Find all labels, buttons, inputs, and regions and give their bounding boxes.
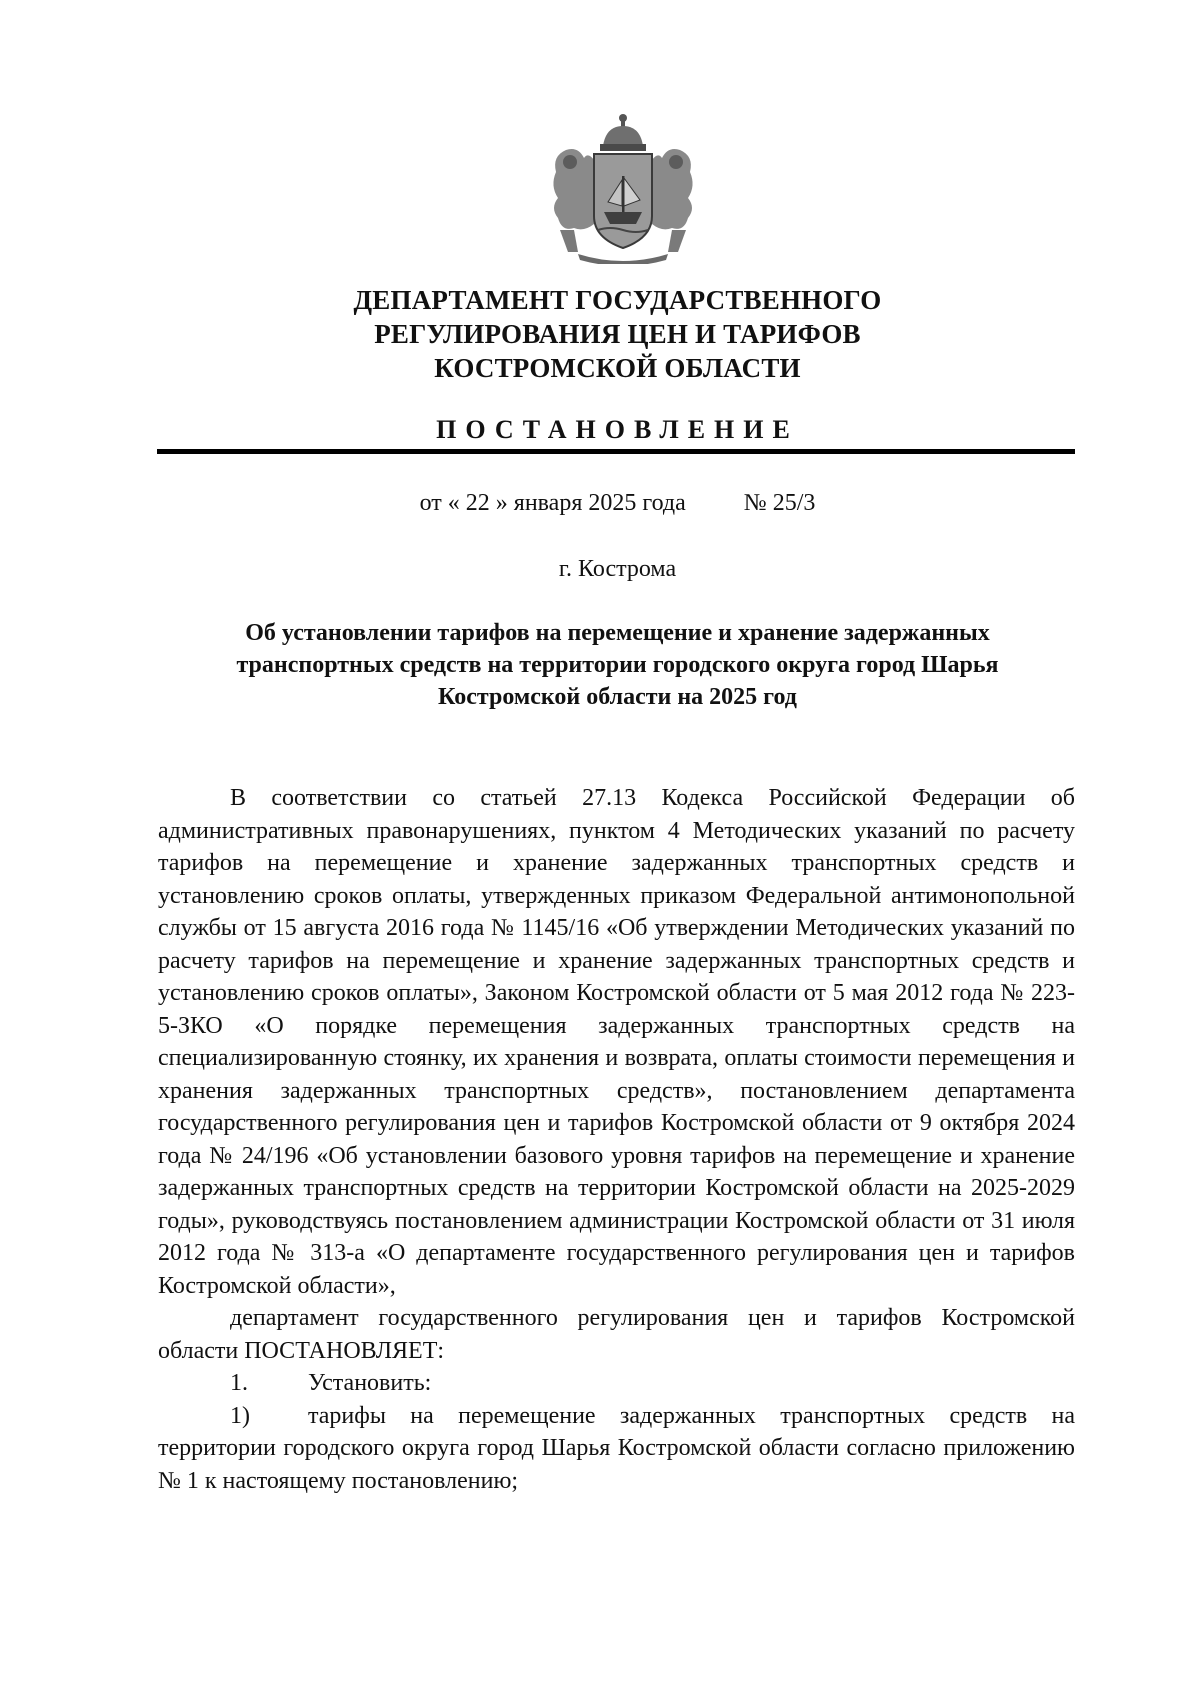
coat-of-arms-icon <box>548 112 698 264</box>
document-type-title: ПОСТАНОВЛЕНИЕ <box>436 415 799 444</box>
header-divider <box>157 449 1075 454</box>
document-number: № 25/3 <box>743 490 816 516</box>
department-name-line-3: КОСТРОМСКОЙ ОБЛАСТИ <box>434 353 801 383</box>
subject-line-2: транспортных средств на территории городского округа город Шарья <box>236 652 999 678</box>
resolution-paragraph: департамент государственного регулирования цен и тарифов Костромской области ПОСТАНОВЛЯЕТ: <box>158 1305 1075 1364</box>
preamble-paragraph: В соответствии со статьей 27.13 Кодекса Российской Федерации об административных правонарушениях, пунктом 4 Методических указаний по расчету тарифов на перемещение и хранение задержанных транспортных средств и установлению сроков оплаты, утвержденных приказом Федеральной антимонопольной службы от 15 августа 2016 года № 1145/16 «Об утверждении Методических указаний по расчету тарифов на перемещение и хранение задержанных транспортных средств и установлению сроков оплаты», Законом Костромской области от 5 мая 2012 года № 223-5-ЗКО «О порядке перемещения задержанных транспортных средств на специализированную стоянку, их хранения и возврата, оплаты стоимости перемещения и хранения задержанных транспортных средств», постановлением департамента государственного регулирования цен и тарифов Костромской области от 9 октября 2024 года № 24/196 «Об установлении базового уровня тарифов на перемещение и хранение задержанных транспортных средств на территории Костромской области на 2025-2029 годы», руководствуясь постановлением администрации Костромской области от 31 июля 2012 года № 313-а «О департаменте государственного регулирования цен и тарифов Костромской области», <box>158 785 1075 1299</box>
subject-line-3: Костромской области на 2025 год <box>438 684 797 710</box>
document-body <box>158 782 1075 1497</box>
date-number-line <box>160 490 1075 517</box>
department-name-line-2: РЕГУЛИРОВАНИЯ ЦЕН И ТАРИФОВ <box>374 319 861 349</box>
document-subject <box>160 617 1075 713</box>
subject-line-1: Об установлении тарифов на перемещение и хранение задержанных <box>245 620 990 646</box>
subclause-1-text: тарифы на перемещение задержанных транспортных средств на территории городского округа город Шарья Костромской области согласно приложению № 1 к настоящему постановлению; <box>158 1402 1075 1494</box>
clause-1-text: Установить: <box>308 1370 432 1396</box>
subclause-1-number: 1) <box>230 1402 250 1429</box>
department-name-line-1: ДЕПАРТАМЕНТ ГОСУДАРСТВЕННОГО <box>353 285 882 315</box>
department-heading <box>160 283 1075 385</box>
clause-1 <box>158 1367 1075 1400</box>
subclause-1 <box>158 1400 1075 1498</box>
clause-1-number: 1. <box>230 1370 248 1396</box>
document-city: г. Кострома <box>558 556 677 582</box>
document-date: от « 22 » января 2025 года <box>419 490 686 516</box>
